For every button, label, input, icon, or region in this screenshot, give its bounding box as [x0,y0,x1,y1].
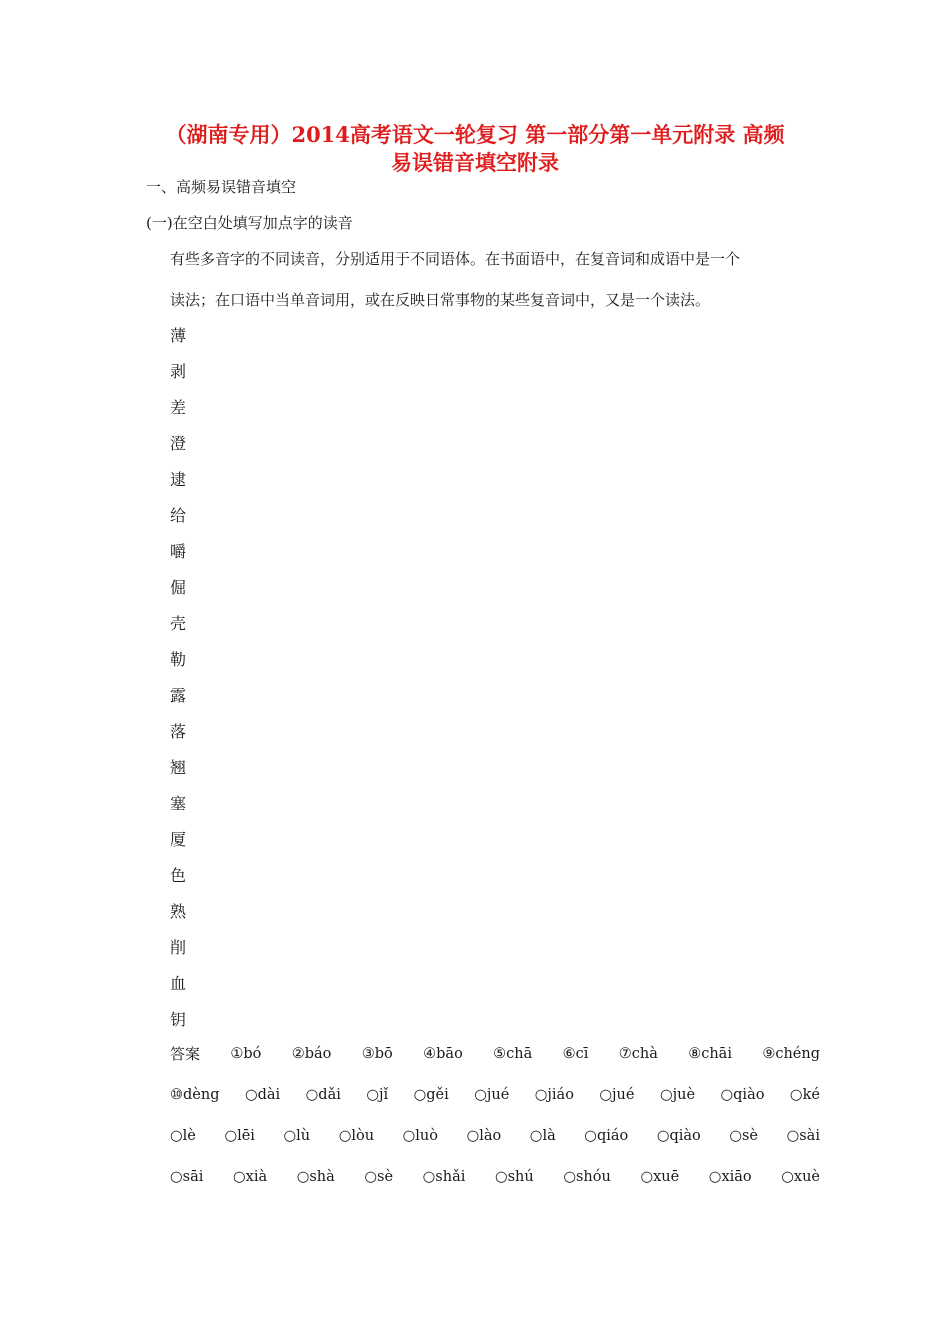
answer-label: 答案 [170,1045,201,1063]
answer-item: ○xuè [781,1169,820,1185]
character-item: 嚼 [170,542,187,561]
answer-item: ○shǎi [422,1169,466,1185]
answer-item: ○lào [466,1128,502,1144]
answer-item: ○jué [599,1087,635,1103]
answer-item: ○qiáo [584,1128,629,1144]
character-list [170,325,186,1045]
character-item: 给 [170,506,187,525]
character-item: 倔 [170,578,187,597]
answer-item: ○xià [232,1169,268,1185]
answer-item: ⑨chéng [762,1046,820,1062]
answer-item: ○jué [474,1087,510,1103]
character-item: 澄 [170,434,187,453]
character-item: 差 [170,398,187,417]
subsection-heading: (一)在空白处填写加点字的读音 [146,214,353,232]
character-item: 剥 [170,362,187,381]
answer-item: ○qiào [720,1087,765,1103]
answer-row [170,1084,820,1125]
answer-item: ○dǎi [305,1087,341,1103]
answer-item: ○qiào [656,1128,701,1144]
answer-item: ○shú [494,1169,534,1185]
answer-item: ○xiāo [708,1169,752,1185]
answer-item: ○dài [244,1087,281,1103]
answer-item: ○ké [789,1087,820,1103]
answer-row [170,1043,820,1084]
character-item: 血 [170,974,187,993]
answer-item: ○shóu [563,1169,611,1185]
answer-row [170,1166,820,1207]
character-item: 钥 [170,1010,187,1029]
character-item: 色 [170,866,187,885]
answer-item: ○xuē [640,1169,680,1185]
answer-item: ○lù [283,1128,311,1144]
answer-item: ○jiáo [534,1087,574,1103]
answer-item: ○là [529,1128,556,1144]
answer-item: ②báo [291,1046,332,1062]
character-item: 壳 [170,614,187,633]
answer-item: ○jǐ [366,1087,389,1103]
character-item: 翘 [170,758,187,777]
answer-item: ○lòu [338,1128,375,1144]
answer-row [170,1125,820,1166]
character-item: 塞 [170,794,187,813]
answer-item: ⑤chā [493,1046,533,1062]
answer-item: ⑦chà [618,1046,658,1062]
answer-item: ④bāo [423,1046,463,1062]
title-line-1: （湖南专用）2014高考语文一轮复习 第一部分第一单元附录 高频 [165,122,785,147]
section-heading: 一、高频易误错音填空 [146,178,297,196]
answer-item: ○gěi [413,1087,449,1103]
answer-item: ○sāi [170,1169,204,1185]
answer-item: ⑧chāi [688,1046,732,1062]
answer-item: ①bó [230,1046,262,1062]
answer-item: ⑥cī [562,1046,589,1062]
answer-item: ○juè [659,1087,696,1103]
character-item: 薄 [170,326,187,345]
answer-item: ○lè [170,1128,196,1144]
answer-item: ○lēi [224,1128,255,1144]
title-line-2: 易误错音填空附录 [391,150,559,175]
answer-item: ○shà [296,1169,335,1185]
answer-item: ⑩dèng [170,1087,220,1103]
character-item: 勒 [170,650,187,669]
answer-item: ③bō [361,1046,393,1062]
character-item: 露 [170,686,187,705]
answer-item: ○sài [786,1128,820,1144]
character-item: 逮 [170,470,187,489]
answer-item: ○sè [364,1169,394,1185]
character-item: 熟 [170,902,187,921]
character-item: 削 [170,938,187,957]
answer-item: ○sè [729,1128,759,1144]
intro-line-1: 有些多音字的不同读音，分别适用于不同语体。在书面语中，在复音词和成语中是一个 [170,250,741,268]
intro-line-2: 读法；在口语中当单音词用，或在反映日常事物的某些复音词中，又是一个读法。 [170,291,711,309]
character-item: 厦 [170,830,187,849]
answer-block [170,1043,820,1207]
character-item: 落 [170,722,187,741]
answer-item: ○luò [402,1128,438,1144]
document-title [120,121,830,177]
